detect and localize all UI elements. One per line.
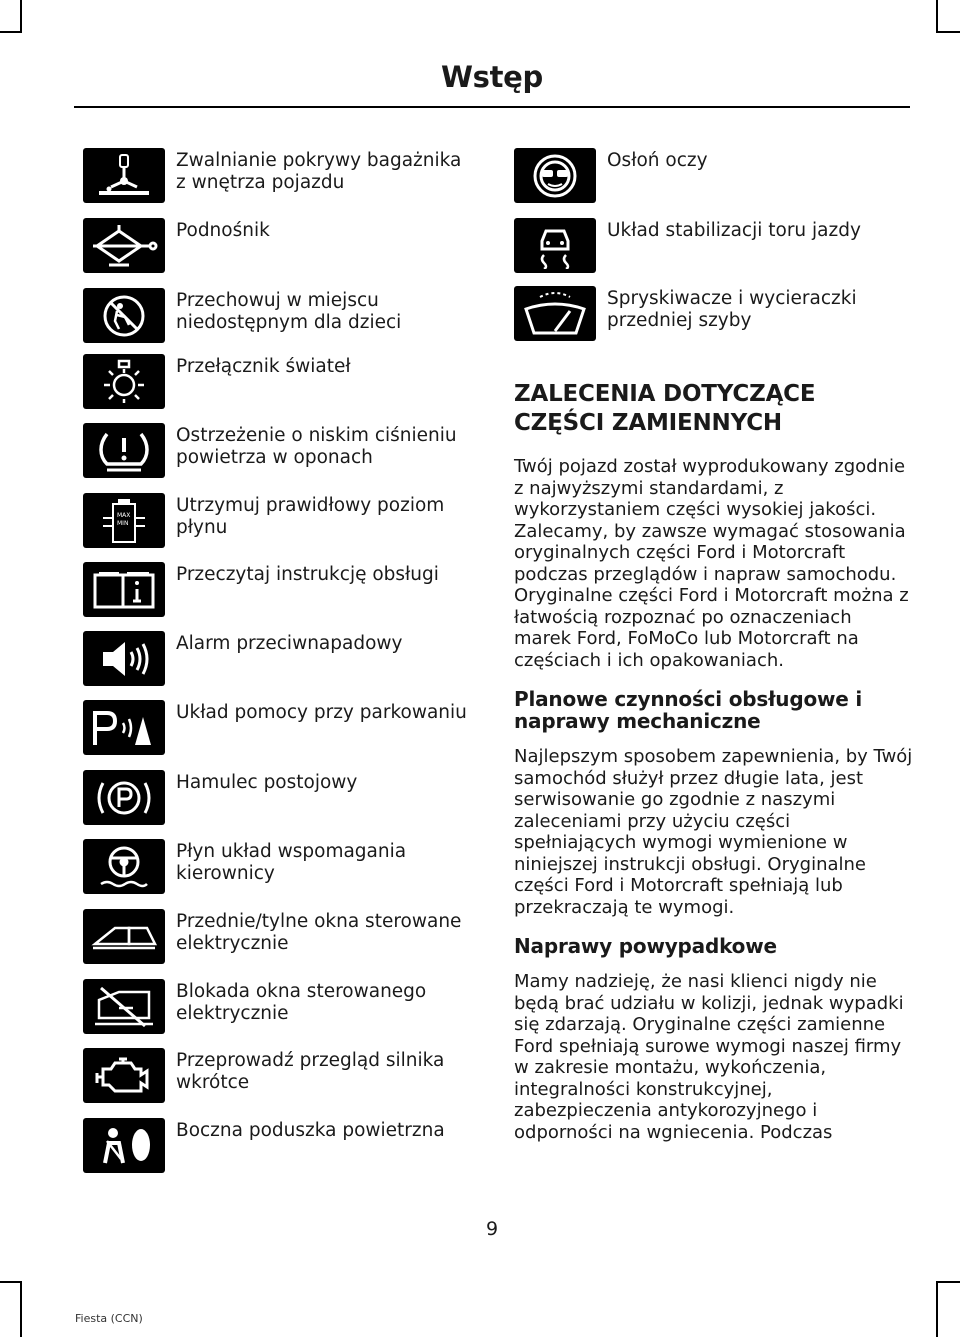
fluid-min-label: MIN (117, 519, 129, 527)
light-switch-icon (83, 354, 165, 409)
symbol-label: Boczna poduszka powietrzna (176, 1120, 445, 1141)
window-lockout-icon (83, 979, 165, 1034)
page-number: 9 (486, 1218, 499, 1240)
symbol-label: Osłoń oczy (607, 150, 708, 171)
symbol-row-trunk-release (83, 148, 476, 203)
symbol-row-side-airbag (83, 1118, 476, 1173)
parking-aid-icon (83, 700, 165, 755)
eye-protection-icon (514, 148, 596, 203)
symbol-label: Ostrzeżenie o niskim ciśnieniu powietrza w oponach (176, 425, 457, 468)
replacement-parts-section (514, 380, 914, 1143)
symbol-label: Przednie/tylne okna sterowane elektrycznie (176, 911, 462, 954)
symbol-label: Przechowuj w miejscu niedostępnym dla dzieci (176, 290, 402, 333)
symbol-row-parking-aid (83, 700, 476, 755)
footer-model: Fiesta (CCN) (75, 1312, 143, 1325)
owners-manual-icon (83, 562, 165, 617)
section-intro: Twój pojazd został wyprodukowany zgodnie z najwyższymi standardami, z wykorzystaniem części wysokiej jakości. Zalecamy, by zawsze wymagać stosowania oryginalnych części Ford i Motorcraft podczas przeglądów i napraw samochodu. Oryginalne części Ford i Motorcraft można z łatwością rozpoznać po oznaczeniach marek Ford, FoMoCo lub Motorcraft na częściach i ich opakowaniach. (514, 456, 909, 671)
symbol-row-power-steering (83, 839, 476, 894)
power-steering-fluid-icon (83, 839, 165, 894)
symbol-label: Przeprowadź przegląd silnika wkrótce (176, 1050, 445, 1093)
keep-away-children-icon (83, 288, 165, 343)
fluid-level-icon (83, 493, 165, 548)
symbol-label: Spryskiwacze i wycieraczki przedniej szyby (607, 288, 857, 331)
symbol-label: Utrzymuj prawidłowy poziom płynu (176, 495, 445, 538)
symbol-label: Układ pomocy przy parkowaniu (176, 702, 467, 723)
tire-pressure-icon (83, 423, 165, 478)
symbol-row-children (83, 288, 476, 343)
symbol-label: Podnośnik (176, 220, 270, 241)
stability-control-icon (514, 218, 596, 273)
symbol-label: Przełącznik świateł (176, 356, 351, 377)
crop-mark (936, 1281, 960, 1283)
power-windows-icon (83, 909, 165, 964)
fluid-max-label: MAX (117, 511, 131, 519)
symbol-row-stability-control (514, 218, 927, 273)
symbol-row-light-switch (83, 354, 476, 409)
symbol-row-power-windows (83, 909, 476, 964)
symbol-row-washer-wiper (514, 286, 927, 341)
crop-mark (20, 1281, 22, 1337)
symbol-row-parking-brake (83, 770, 476, 825)
symbol-label: Płyn układ wspomagania kierownicy (176, 841, 407, 884)
symbol-row-alarm (83, 631, 476, 686)
subsection-text-collision: Mamy nadzieję, że nasi klienci nigdy nie będą brać udziału w kolizji, jednak wypadki się zdarzają. Oryginalne części zamienne Ford spełniają surowe wymogi naszej firmy w zakresie montażu, wykończenia, integralności konstrukcyjnej, zabezpieczenia antykorozyjnego i odporności na wgniecenia. Podczas (514, 971, 904, 1143)
symbol-label: Hamulec postojowy (176, 772, 358, 793)
symbol-label: Zwalnianie pokrywy bagażnika z wnętrza pojazdu (176, 150, 462, 193)
symbol-label: Alarm przeciwnapadowy (176, 633, 403, 654)
crop-mark (936, 1281, 938, 1337)
symbol-row-window-lockout (83, 979, 476, 1034)
side-airbag-icon (83, 1118, 165, 1173)
trunk-release-icon (83, 148, 165, 203)
symbol-row-jack (83, 218, 476, 273)
title-divider (74, 106, 910, 108)
crop-mark (936, 0, 938, 32)
subsection-text-maintenance: Najlepszym sposobem zapewnienia, by Twój samochód służył przez długie lata, jest serwisowanie go zgodnie z naszymi zaleceniami przy użyciu części spełniających wymogi wymienione w niniejszej instrukcji obsługi. Oryginalne części Ford i Motorcraft spełniają lub przekraczają te wymogi. (514, 746, 913, 918)
anti-theft-alarm-icon (83, 631, 165, 686)
symbol-row-owners-manual (83, 562, 476, 617)
crop-mark (936, 31, 960, 33)
crop-mark (0, 31, 22, 33)
symbol-row-fluid-level (83, 493, 476, 548)
symbol-label: Przeczytaj instrukcję obsługi (176, 564, 439, 585)
subsection-heading-maintenance: Planowe czynności obsługowe i naprawy mechaniczne (514, 687, 863, 733)
subsection-heading-collision: Naprawy powypadkowe (514, 934, 777, 958)
washer-wiper-icon (514, 286, 596, 341)
crop-mark (20, 0, 22, 32)
symbol-label: Blokada okna sterowanego elektrycznie (176, 981, 427, 1024)
page-title: Wstęp (440, 60, 543, 94)
symbol-row-tire-pressure (83, 423, 476, 478)
service-engine-icon (83, 1048, 165, 1103)
symbol-row-service-engine (83, 1048, 476, 1103)
symbol-row-eye-protection (514, 148, 927, 203)
jack-icon (83, 218, 165, 273)
section-heading: ZALECENIA DOTYCZĄCE CZĘŚCI ZAMIENNYCH (514, 381, 816, 436)
symbol-label: Układ stabilizacji toru jazdy (607, 220, 861, 241)
parking-brake-icon (83, 770, 165, 825)
crop-mark (0, 1281, 22, 1283)
